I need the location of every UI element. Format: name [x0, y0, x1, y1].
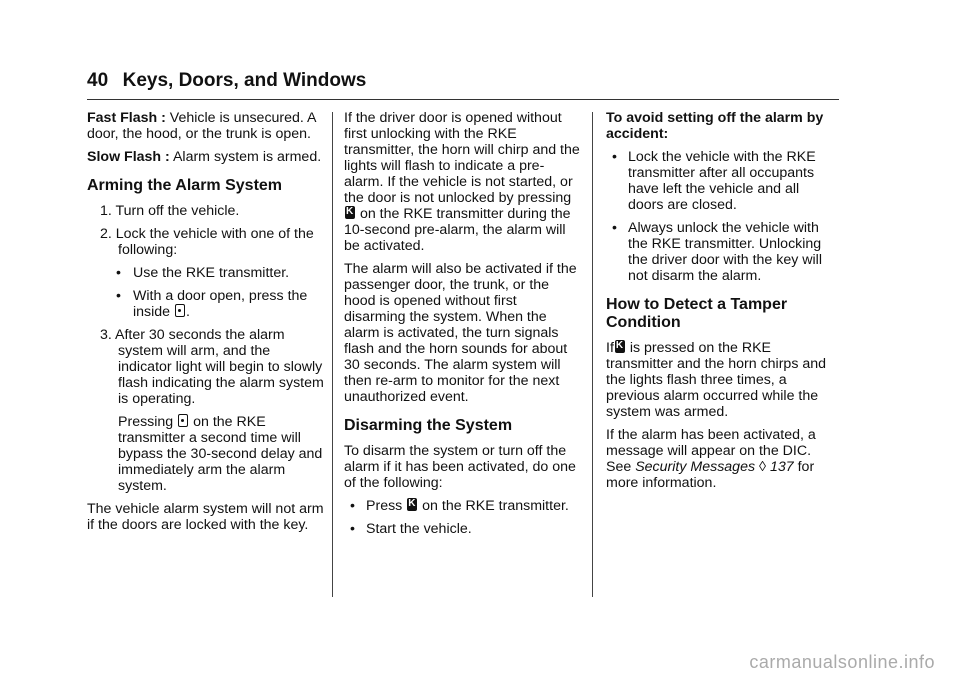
slow-flash-text: Alarm system is armed. — [172, 149, 322, 165]
bullet-dot: • — [612, 220, 617, 236]
step-2: 2. Lock the vehicle with one of the following: — [100, 226, 314, 258]
pressing-note — [87, 414, 327, 494]
bullet-lock-after — [606, 149, 838, 213]
column-divider-2 — [592, 112, 593, 597]
tamper-pre: If — [606, 340, 614, 356]
slow-flash-entry — [87, 149, 327, 165]
press-pre: Press — [366, 498, 403, 514]
bullet-rke — [87, 265, 327, 281]
start-vehicle-text: Start the vehicle. — [366, 521, 472, 537]
fast-flash-text: Vehicle is unsecured. A door, the hood, or the trunk is open. — [87, 110, 316, 142]
panic-key-icon — [615, 340, 625, 353]
bullet-dot: • — [350, 498, 355, 514]
column-3 — [606, 110, 838, 498]
prealarm-text-post: on the RKE transmitter during the 10-second pre-alarm, the alarm will be activated. — [344, 206, 571, 254]
bullet-dot: • — [612, 149, 617, 165]
bullet-unlock-rke — [606, 220, 838, 284]
tamper-paragraph — [606, 340, 838, 420]
pressing-post: on the RKE transmitter a second time will bypass the 30-second delay and immediately arm the alarm system. — [118, 414, 323, 494]
chapter-title: Keys, Doors, and Windows — [122, 70, 367, 91]
bullet-start-vehicle — [344, 521, 580, 537]
column-2 — [344, 110, 580, 544]
watermark: carmanualsonline.info — [749, 652, 935, 672]
panic-key-icon — [407, 498, 417, 511]
disarm-intro: To disarm the system or turn off the alarm if it has been activated, do one of the following: — [344, 443, 576, 491]
arming-heading: Arming the Alarm System — [87, 177, 283, 194]
security-messages-link[interactable]: Security Messages — [635, 459, 756, 475]
see-post: for more information. — [606, 459, 815, 491]
column-divider-1 — [332, 112, 333, 597]
bullet-rke-text: Use the RKE transmitter. — [133, 265, 290, 281]
bullet-press-rke — [344, 498, 580, 514]
lock-icon — [175, 304, 185, 317]
panic-key-icon — [345, 206, 355, 219]
prealarm-paragraph — [344, 110, 580, 254]
bullet-inside-lock-end: . — [186, 304, 190, 320]
column-1 — [87, 110, 327, 540]
bullet-dot: • — [350, 521, 355, 537]
bullet-dot: • — [116, 288, 121, 304]
page-ref-arrow-icon: ◊ — [759, 459, 767, 475]
bullet-inside-lock-text: With a door open, press the inside — [133, 288, 308, 320]
dic-text: If the alarm has been activated, a message will appear on the DIC. — [606, 427, 816, 459]
bullet-inside-lock — [87, 288, 327, 320]
dic-paragraph — [606, 427, 838, 491]
activation-paragraph: The alarm will also be activated if the passenger door, the trunk, or the hood is opened without first disarming the system. When the alarm is activated, the turn signals flash and the horn sounds for about 30 seconds. The alarm system will then re-arm to monitor for the next unauthorized event. — [344, 261, 577, 405]
disarming-heading: Disarming the System — [344, 417, 513, 434]
lock-icon — [178, 414, 188, 427]
avoid-heading: To avoid setting off the alarm by accident: — [606, 110, 824, 142]
tamper-post: is pressed on the RKE transmitter and the horn chirps and the lights flash three times, a previous alarm occurred while the system was armed. — [606, 340, 827, 420]
lock-after-text: Lock the vehicle with the RKE transmitter after all occupants have left the vehicle and all doors are closed. — [628, 149, 816, 213]
closing-note: The vehicle alarm system will not arm if the doors are locked with the key. — [87, 501, 324, 533]
pressing-pre: Pressing — [118, 414, 174, 430]
fast-flash-term: Fast Flash : — [87, 110, 166, 126]
page-number: 40 — [87, 70, 109, 91]
fast-flash-entry — [87, 110, 327, 142]
prealarm-text-pre: If the driver door is opened without first unlocking with the RKE transmitter, the horn will chirp and the lights will flash to indicate a pre-alarm. If the vehicle is not started, or the door is not unlocked by pressing — [344, 110, 580, 206]
step-3: 3. After 30 seconds the alarm system will arm, and the indicator light will begin to slowly flash indicating the alarm system is operating. — [100, 327, 324, 407]
page-header — [87, 70, 366, 92]
slow-flash-term: Slow Flash : — [87, 149, 170, 165]
tamper-heading: How to Detect a Tamper Condition — [606, 296, 788, 331]
header-rule — [87, 99, 839, 100]
bullet-dot: • — [116, 265, 121, 281]
unlock-rke-text: Always unlock the vehicle with the RKE transmitter. Unlocking the driver door with the key will not disarm the alarm. — [628, 220, 822, 284]
step-1: 1. Turn off the vehicle. — [100, 203, 240, 219]
security-messages-page[interactable]: 137 — [769, 459, 794, 475]
press-post: on the RKE transmitter. — [422, 498, 569, 514]
see-pre: See — [606, 459, 632, 475]
